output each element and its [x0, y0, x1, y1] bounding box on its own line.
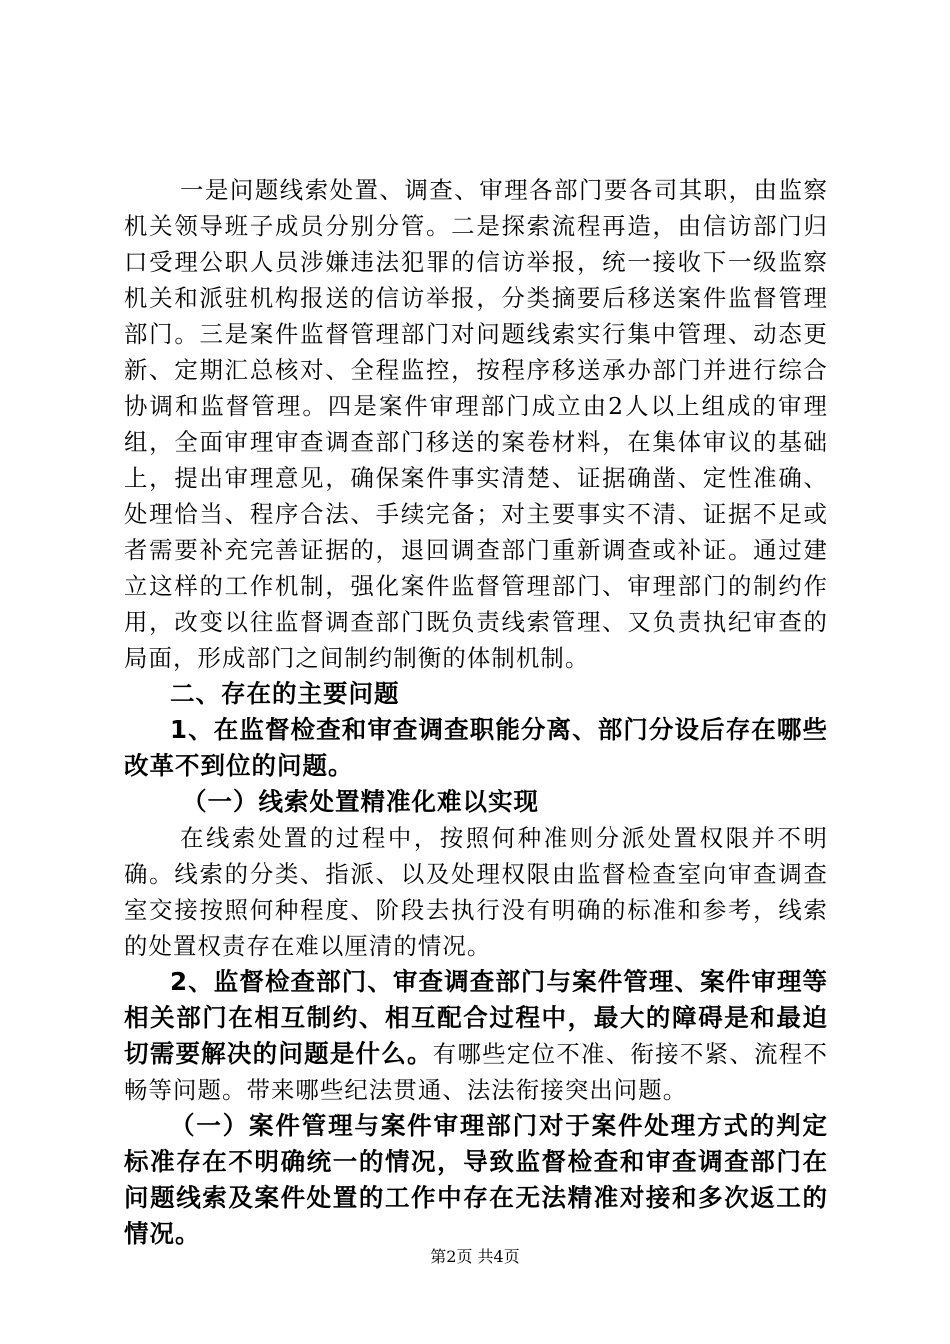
question-2 [124, 964, 828, 1108]
document-body [124, 172, 828, 1252]
body-paragraph-2: 在线索处置的过程中，按照何种准则分派处置权限并不明确。线索的分类、指派、以及处理权限由监督检查室向审查调查室交接按照何种程度、阶段去执行没有明确的标准和参考，线索的处置权责存在难以厘清的情况。 [124, 824, 828, 960]
subheading-2: （一）案件管理与案件审理部门对于案件处理方式的判定标准存在不明确统一的情况，导致监督检查和审查调查部门在问题线索及案件处置的工作中存在无法精准对接和多次返工的情况。 [124, 1111, 828, 1248]
question-2-bold: 2、监督检查部门、审查调查部门与案件管理、案件审理等相关部门在相互制约、相互配合过程中，最大的障碍是和最迫切需要解决的问题是什么。 [124, 967, 828, 1068]
subheading-1: （一）线索处置精准化难以实现 [182, 787, 539, 816]
page-footer: 第2页 共4页 [430, 1247, 520, 1266]
body-paragraph: 一是问题线索处置、调查、审理各部门要各司其职，由监察机关领导班子成员分别分管。二是探索流程再造，由信访部门归口受理公职人员涉嫌违法犯罪的信访举报，统一接收下一级监察机关和派驻机构报送的信访举报，分类摘要后移送案件监督管理部门。三是案件监督管理部门对问题线索实行集中管理、动态更新、定期汇总核对、全程监控，按程序移送承办部门并进行综合协调和监督管理。四是案件审理部门成立由2人以上组成的审理组，全面审理审查调查部门移送的案卷材料，在集体审议的基础上，提出审理意见，确保案件事实清楚、证据确凿、定性准确、处理恰当、程序合法、手续完备；对主要事实不清、证据不足或者需要补充完善证据的，退回调查部门重新调查或补证。通过建立这样的工作机制，强化案件监督管理部门、审理部门的制约作用，改变以往监督调查部门既负责线索管理、又负责执纪审查的局面，形成部门之间制约制衡的体制机制。 [124, 176, 828, 672]
question-2-normal: 有哪些定位不准、衔接不紧、流程不畅等问题。带来哪些纪法贯通、法法衔接突出问题。 [124, 1040, 828, 1104]
section-heading: 二、存在的主要问题 [170, 679, 400, 708]
question-1: 1、在监督检查和审查调查职能分离、部门分设后存在哪些改革不到位的问题。 [124, 715, 828, 780]
